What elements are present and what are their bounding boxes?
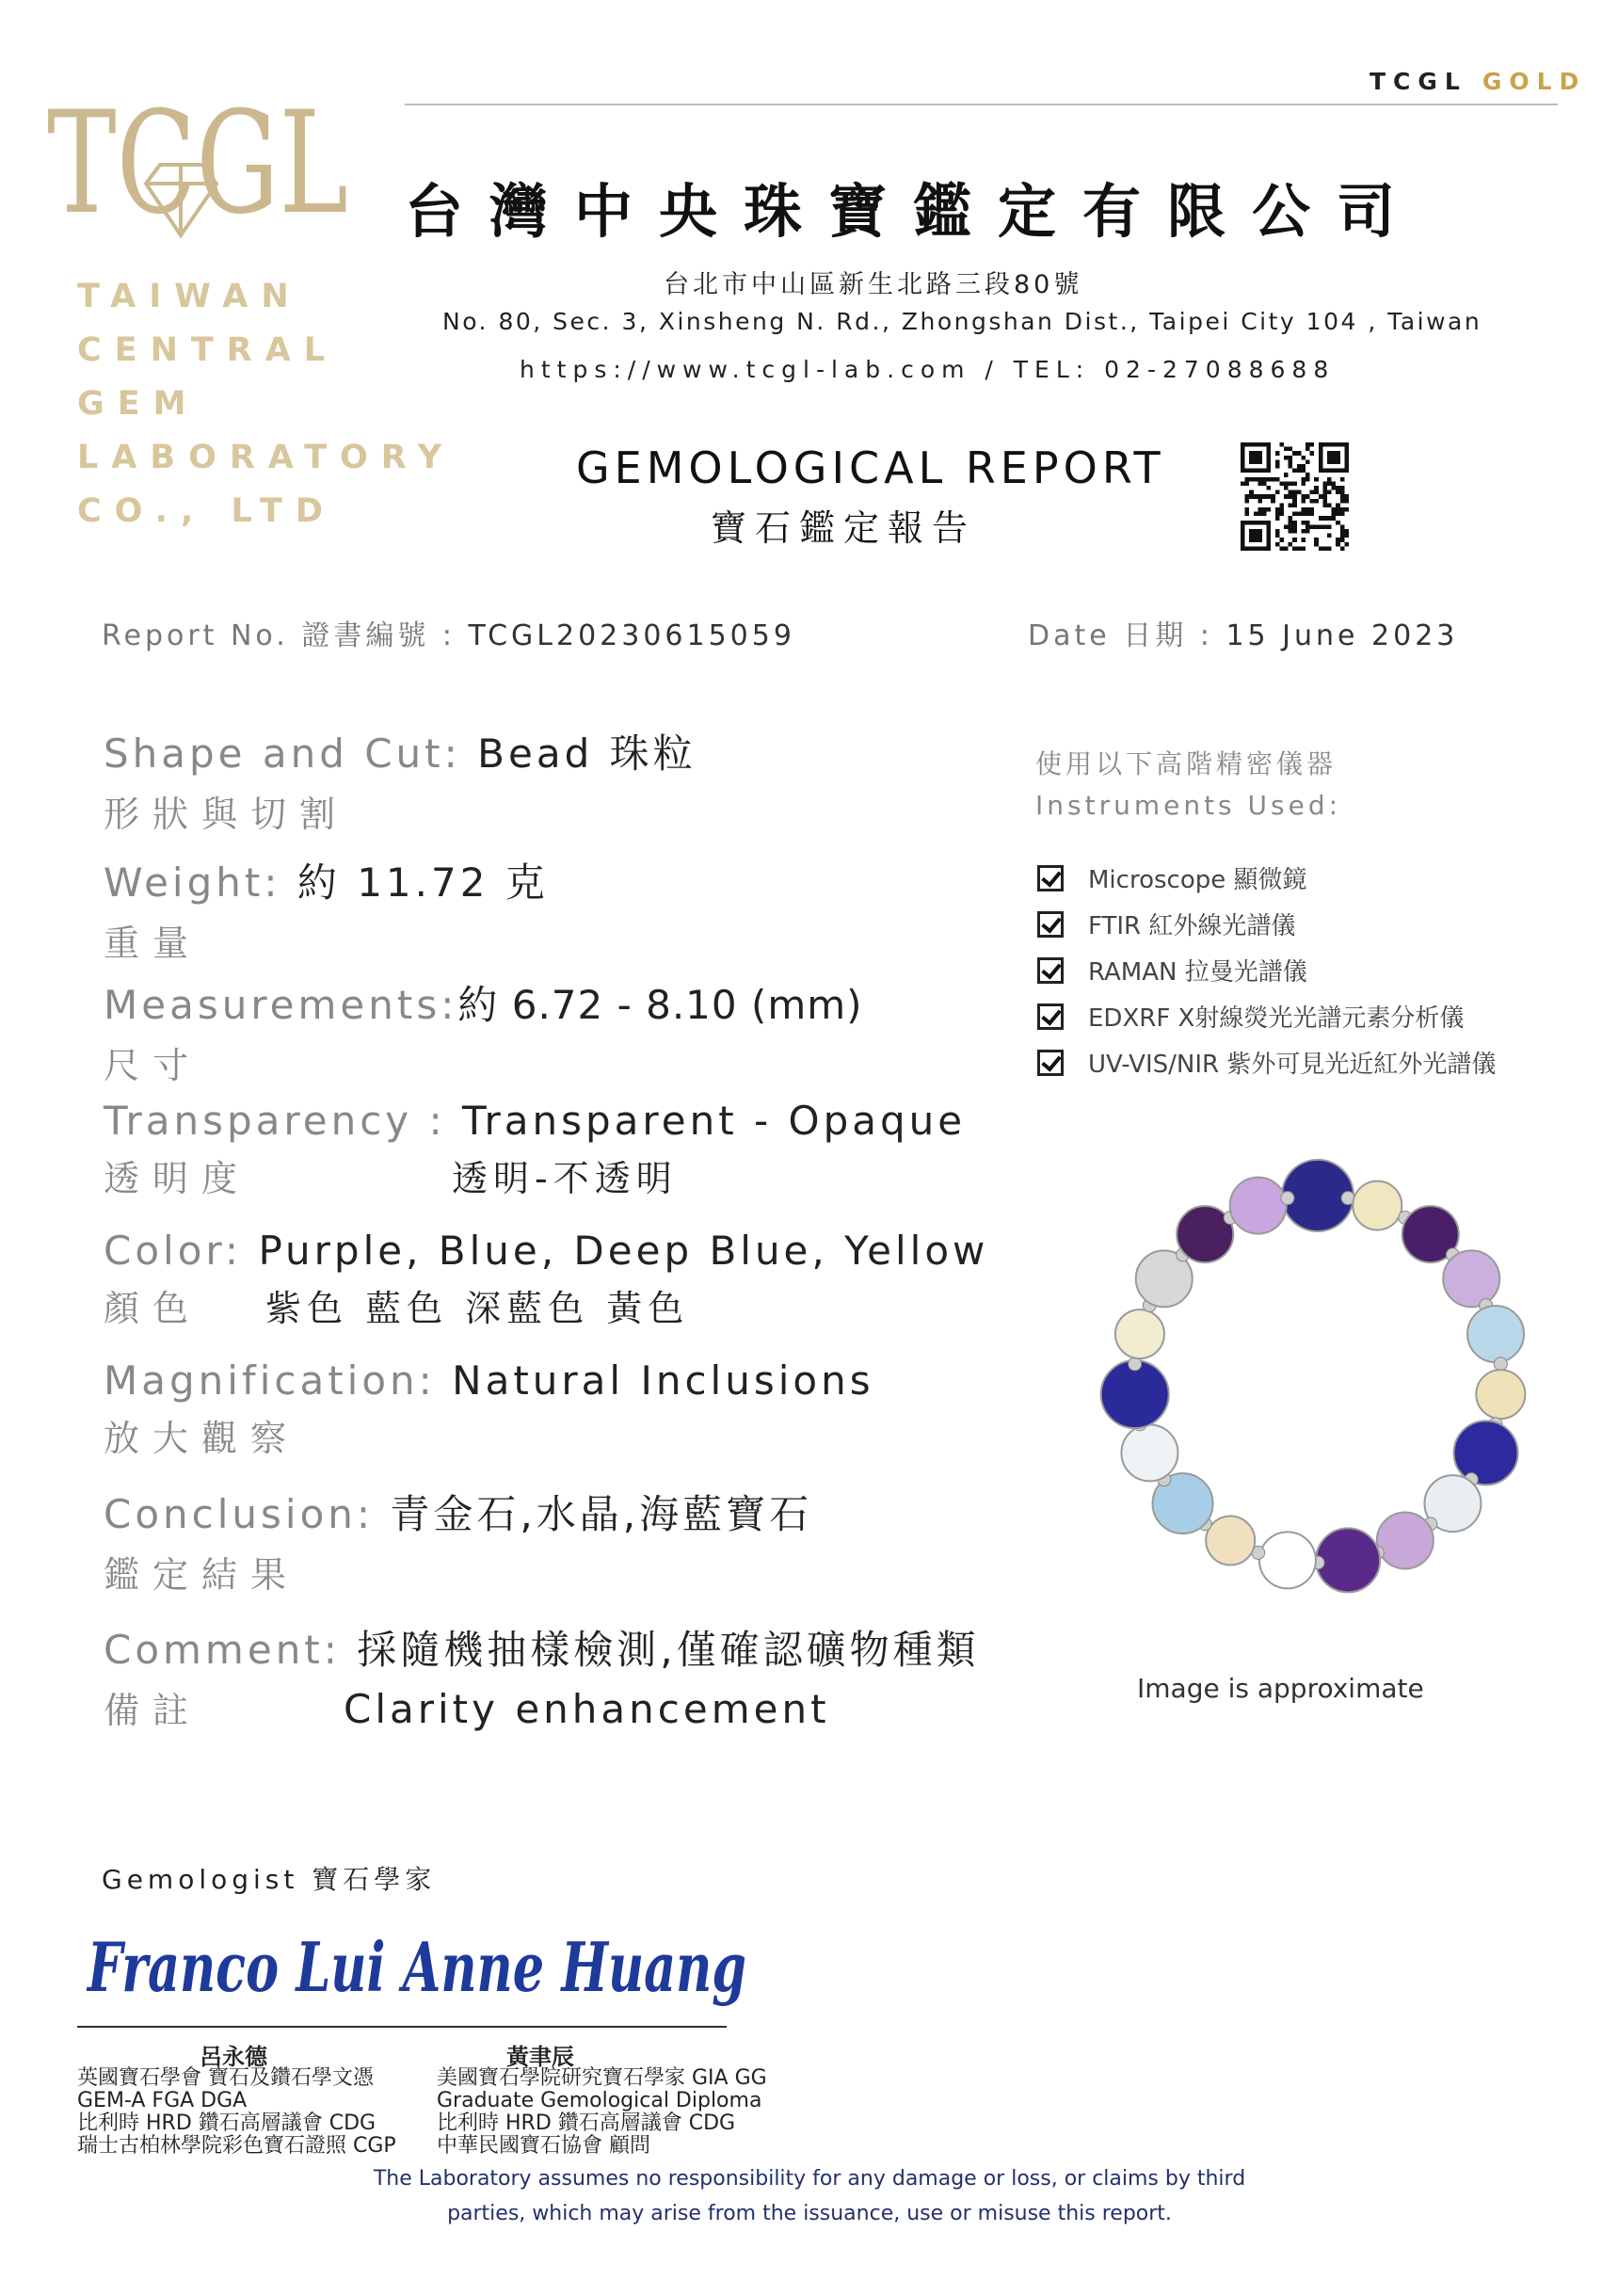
field-color [104, 1228, 988, 1331]
instrument-item: UV-VIS/NIR 紫外可見光近紅外光譜儀 [1037, 1045, 1496, 1080]
address-zh: 台北市中山區新生北路三段80號 [664, 270, 1083, 299]
tcgl-logo [47, 56, 358, 245]
instruments-heading-zh: 使用以下高階精密儀器 [1035, 748, 1338, 779]
lab-name-line-2: CENTRAL [77, 331, 339, 369]
checkbox-icon[interactable] [1037, 957, 1064, 984]
disclaimer [282, 2161, 1337, 2231]
report-title-en: GEMOLOGICAL REPORT [576, 442, 1165, 493]
gemologist-label: Gemologist 寶石學家 [102, 1864, 437, 1895]
checkbox-icon[interactable] [1037, 1050, 1064, 1076]
lab-name-line-1: TAIWAN [77, 278, 302, 315]
comment-value-en: Clarity enhancement [344, 1686, 830, 1732]
field-transparency [104, 1098, 966, 1201]
color-label-zh: 顏色 [104, 1288, 202, 1329]
field-shape [104, 723, 697, 837]
field-conclusion [104, 1484, 812, 1598]
instruments-heading [1035, 744, 1341, 827]
comment-label-zh: 備註 [104, 1690, 202, 1731]
conclusion-label-zh: 鑑定結果 [104, 1554, 300, 1596]
signature-text: Franco Lui Anne Huang [86, 1927, 747, 2007]
gemologist-2-credentials: 美國寶石學院研究寶石學家 GIA GG Graduate Gemological Diploma 比利時 HRD 鑽石高層議會 CDG 中華民國寶石協會 顧問 [437, 2066, 767, 2158]
instrument-item: FTIR 紅外線光譜儀 [1037, 907, 1295, 941]
color-value-zh: 紫色 藍色 深藍色 黃色 [265, 1288, 690, 1329]
checkbox-icon[interactable] [1037, 865, 1064, 891]
gemologist-1-name: 呂永德 [200, 2044, 267, 2070]
magnification-label-en: Magnification: [104, 1357, 436, 1404]
report-title-zh: 寶石鑑定報告 [711, 507, 977, 549]
qr-code[interactable] [1241, 442, 1349, 551]
company-name: 台灣中央珠寶鑑定有限公司 [405, 177, 1422, 246]
color-label-en: Color: [104, 1228, 243, 1274]
weight-value: 約 11.72 克 [296, 859, 549, 906]
signature [83, 1911, 761, 2024]
shape-label-zh: 形狀與切割 [104, 794, 349, 835]
instruments-heading-en: Instruments Used: [1035, 790, 1342, 821]
report-number-value: TCGL20230615059 [468, 619, 795, 652]
report-date-label: Date 日期 : [1028, 619, 1213, 652]
address-en: No. 80, Sec. 3, Xinsheng N. Rd., Zhongshan Dist., Taipei City 104 , Taiwan [442, 308, 1482, 335]
lab-name-line-4: LABORATORY [77, 439, 456, 476]
shape-value: Bead 珠粒 [477, 731, 697, 777]
gemologist-1-credentials: 英國寶石學會 寶石及鑽石學文憑 GEM-A FGA DGA 比利時 HRD 鑽石高層議會 CDG 瑞士古柏林學院彩色寶石證照 CGP [77, 2066, 396, 2158]
measurements-label-en: Measurements: [104, 982, 458, 1028]
weight-label-zh: 重量 [104, 923, 202, 964]
report-date-value: 15 June 2023 [1226, 619, 1459, 652]
instrument-item: Microscope 顯微鏡 [1037, 860, 1307, 895]
disclaimer-line-1: The Laboratory assumes no responsibility for any damage or loss, or claims by third [373, 2167, 1246, 2191]
instrument-item: RAMAN 拉曼光譜儀 [1037, 953, 1307, 987]
field-weight [104, 852, 549, 966]
bracelet-photo [1082, 1153, 1553, 1605]
brand-tag: TCGL GOLD [1370, 68, 1587, 95]
header-rule [405, 104, 1558, 105]
website-phone: https://www.tcgl-lab.com / TEL: 02-27088688 [520, 356, 1336, 383]
lab-name-line-3: GEM [77, 385, 200, 423]
checkbox-icon[interactable] [1037, 911, 1064, 938]
comment-value-zh: 採隨機抽樣檢測,僅確認礦物種類 [357, 1627, 980, 1673]
conclusion-label-en: Conclusion: [104, 1491, 375, 1537]
logo-letters: TCGL [47, 82, 348, 246]
transparency-value-zh: 透明-不透明 [452, 1158, 678, 1199]
measurements-value: 約 6.72 - 8.10 (mm) [457, 982, 863, 1028]
weight-label-en: Weight: [104, 859, 281, 906]
checkbox-icon[interactable] [1037, 1003, 1064, 1030]
transparency-value-en: Transparent - Opaque [462, 1098, 967, 1144]
instrument-item: EDXRF X射線熒光光譜元素分析儀 [1037, 999, 1464, 1034]
gemologist-2-name: 黃聿辰 [506, 2044, 574, 2070]
comment-label-en: Comment: [104, 1627, 341, 1673]
field-magnification [104, 1357, 874, 1461]
report-number [102, 612, 795, 653]
lab-name-line-5: CO., LTD [77, 492, 336, 530]
magnification-value: Natural Inclusions [452, 1357, 874, 1404]
color-value-en: Purple, Blue, Deep Blue, Yellow [258, 1228, 989, 1274]
field-measurements [104, 974, 863, 1088]
disclaimer-line-2: parties, which may arise from the issuance, use or misuse this report. [447, 2202, 1172, 2225]
magnification-label-zh: 放大觀察 [104, 1418, 300, 1459]
transparency-label-zh: 透明度 [104, 1158, 251, 1199]
report-date [1028, 612, 1458, 653]
signature-rule [77, 2026, 727, 2028]
field-comment [104, 1619, 980, 1733]
measurements-label-zh: 尺寸 [104, 1045, 202, 1086]
image-caption: Image is approximate [1137, 1673, 1424, 1704]
report-number-label: Report No. 證書編號 : [102, 619, 456, 652]
conclusion-value: 青金石,水晶,海藍寶石 [390, 1491, 813, 1537]
shape-label-en: Shape and Cut: [104, 731, 461, 777]
transparency-label-en: Transparency : [104, 1098, 446, 1144]
